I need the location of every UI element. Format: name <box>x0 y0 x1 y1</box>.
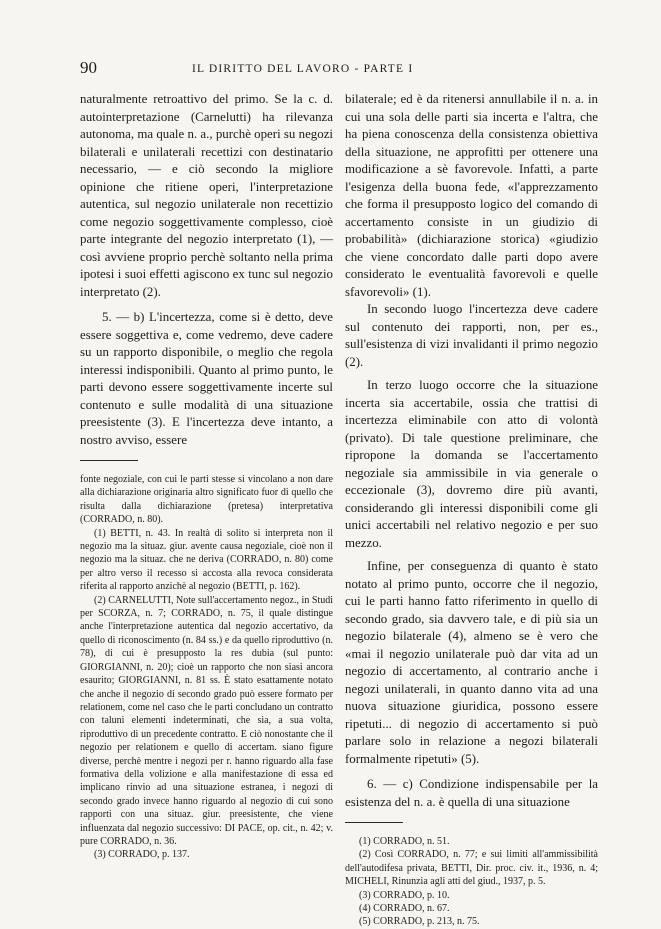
left-column <box>80 91 333 862</box>
left-body <box>80 91 333 449</box>
paragraph-section-5: 5. — b) L'incertezza, come si è detto, deve essere soggettiva e, come vedremo, deve cadere su un rapporto disponibile, o meglio che regola interessi indisponibili. Quanto al primo punto, le parti devono essere soggettivamente incerte sul contenuto e sulle modalità di una situazione preesistente (3). E l'incertezza deve intanto, a nostro avviso, essere <box>80 310 333 447</box>
paragraph-continuation: bilaterale; ed è da ritenersi annullabile il n. a. in cui una sola delle parti sia incerta e l'altra, che ha piena conoscenza della consistenza obiettiva della situazione, ne approfitti per ottenere una modificazione a sè favorevole. Infatti, a parte l'esigenza della buona fede, «l'apprezzamento che forma il presupposto logico del comando di accertamento consiste in un giudizio di probabilità» (dichiarazione storica) «giudizio che viene concordato dalle parti dopo avere considerato le eventualità favorevoli e quelle sfavorevoli» (1). <box>345 92 598 299</box>
paragraph-second-point: In secondo luogo l'incertezza deve cadere sul contenuto dei rapporti, non, per es., sull'esistenza di vizi invalidanti il primo negozio (2). <box>345 302 598 369</box>
right-footnotes <box>345 835 598 929</box>
page-header <box>80 58 600 80</box>
footnote-3: (3) CORRADO, p. 137. <box>94 849 190 861</box>
footnote-1: (1) CORRADO, n. 51. <box>359 836 450 847</box>
footnote-1: (1) BETTI, n. 43. In realtà di solito si interpreta non il negozio ma la situaz. giur. avente causa negoziale, cioè non il negozio ma la situaz. che ne deriva (CORRADO, n. 80) come per altro verso il recesso si accosta alla revoca considerata riferita al rapporto anzichè al negozio (BETTI, p. 162). <box>80 527 333 593</box>
footnote-divider <box>80 460 138 461</box>
footnote-2: (2) Così CORRADO, n. 77; e sui limiti all'ammissibilità dell'autodifesa privata, BETTI, Dir. proc. civ. it., 1936, n. 4; MICHELI, Rinunzia agli atti del giud., 1937, p. 5. <box>345 849 598 888</box>
paragraph-section-6: 6. — c) Condizione indispensabile per la esistenza del n. a. è quella di una situazione <box>345 777 598 809</box>
left-footnotes <box>80 473 333 862</box>
paragraph-finally: Infine, per conseguenza di quanto è stato notato al primo punto, occorre che il negozio, cui le parti hanno fatto riferimento in quello di secondo grado, sia davvero tale, e di più sia un negozio bilaterale (4), almeno se è vero che «mai il negozio unilaterale può dar vita ad un negozio di accertamento, al contrario anche i negozi unilaterali, in quanto danno vita ad una nuova situazione giuridica, possono essere ripetuti... di negozio di accertamento si può parlare solo in relazione a negozi bilaterali formalmente ripetuti» (5). <box>345 559 598 766</box>
footnote-divider <box>345 822 403 823</box>
paragraph-third-point: In terzo luogo occorre che la situazione incerta sia accertabile, ossia che trattisi di incertezza eliminabile con atto di volontà (privato). Di tale questione preliminare, che ripropone la domanda se l'accertamento negoziale sia ammissibile in via generale o eccezionale (3), dovremo dire più avanti, considerando gli interessi disponibili come gli unici accertabili nel relativo negozio e per suo mezzo. <box>345 378 598 550</box>
running-title: IL DIRITTO DEL LAVORO - PARTE I <box>192 63 414 75</box>
right-column <box>345 91 598 929</box>
paragraph-continuation: naturalmente retroattivo del primo. Se la c. d. autointerpretazione (Carnelutti) ha rilevanza autonoma, ma quale n. a., purchè operi su negozi bilaterali e unilaterali recettizi con destinatario necessario, — e ciò secondo la migliore opinione che ritiene operi, l'interpretazione autentica, sul negozio unilaterale non recettizio come negozio soggettivamente complesso, cioè parte integrante del negozio interpretato (1), — così avviene proprio perchè soltanto nella prima ipotesi i suoi effetti agiscono ex tunc sul negozio interpretato (2). <box>80 92 333 299</box>
footnote-2: (2) CARNELUTTI, Note sull'accertamento negoz., in Studi per SCORZA, n. 7; CORRADO, n. 75, il quale distingue anche l'interpretazione autentica dal negozio accertativo, da quello di riconoscimento (n. 84 ss.) e da quello riproduttivo (n. 78), di cui è presupposto la res dubia (sul punto: GIORGIANNI, n. 20); cioè un rapporto che non siasi ancora esaurito; GIORGIANNI, n. 81 ss. È stato esattamente notato che anche il negozio di secondo grado può essere formato per relationem, come nel caso che le parti concludano un contratto con taluni elementi indeterminati, che sia, a sua volta, riproduttivo di un precedente contratto. E ciò nonostante che il negozio per relationem e quello di accertam. siano figure diverse, perchè mentre i negozi per r. hanno riguardo alla fase formativa della volizione e alla manifestazione di essa ed implicano rinvio ad una situazione estranea, i negozi di secondo grado invece hanno riguardo al negozio di cui sono rapporti con una situaz. giur. preesistente, che viene influenzata dal negozio successivo: DI PACE, op. cit., n. 42; v. pure CORRADO, n. 36. <box>80 594 333 847</box>
page-number: 90 <box>80 58 97 77</box>
footnote-4: (4) CORRADO, n. 67. <box>359 903 450 915</box>
footnote-3: (3) CORRADO, p. 10. <box>359 889 450 901</box>
footnote-continuation: fonte negoziale, con cui le parti stesse si vincolano a non dare alla dichiarazione originaria altro significato fuor di quello che risulta dalla dichiarazione (pretesa) interpretativa (CORRADO, n. 80). <box>80 474 333 526</box>
right-body <box>345 91 598 811</box>
footnote-5: (5) CORRADO, p. 213, n. 75. <box>359 916 480 928</box>
